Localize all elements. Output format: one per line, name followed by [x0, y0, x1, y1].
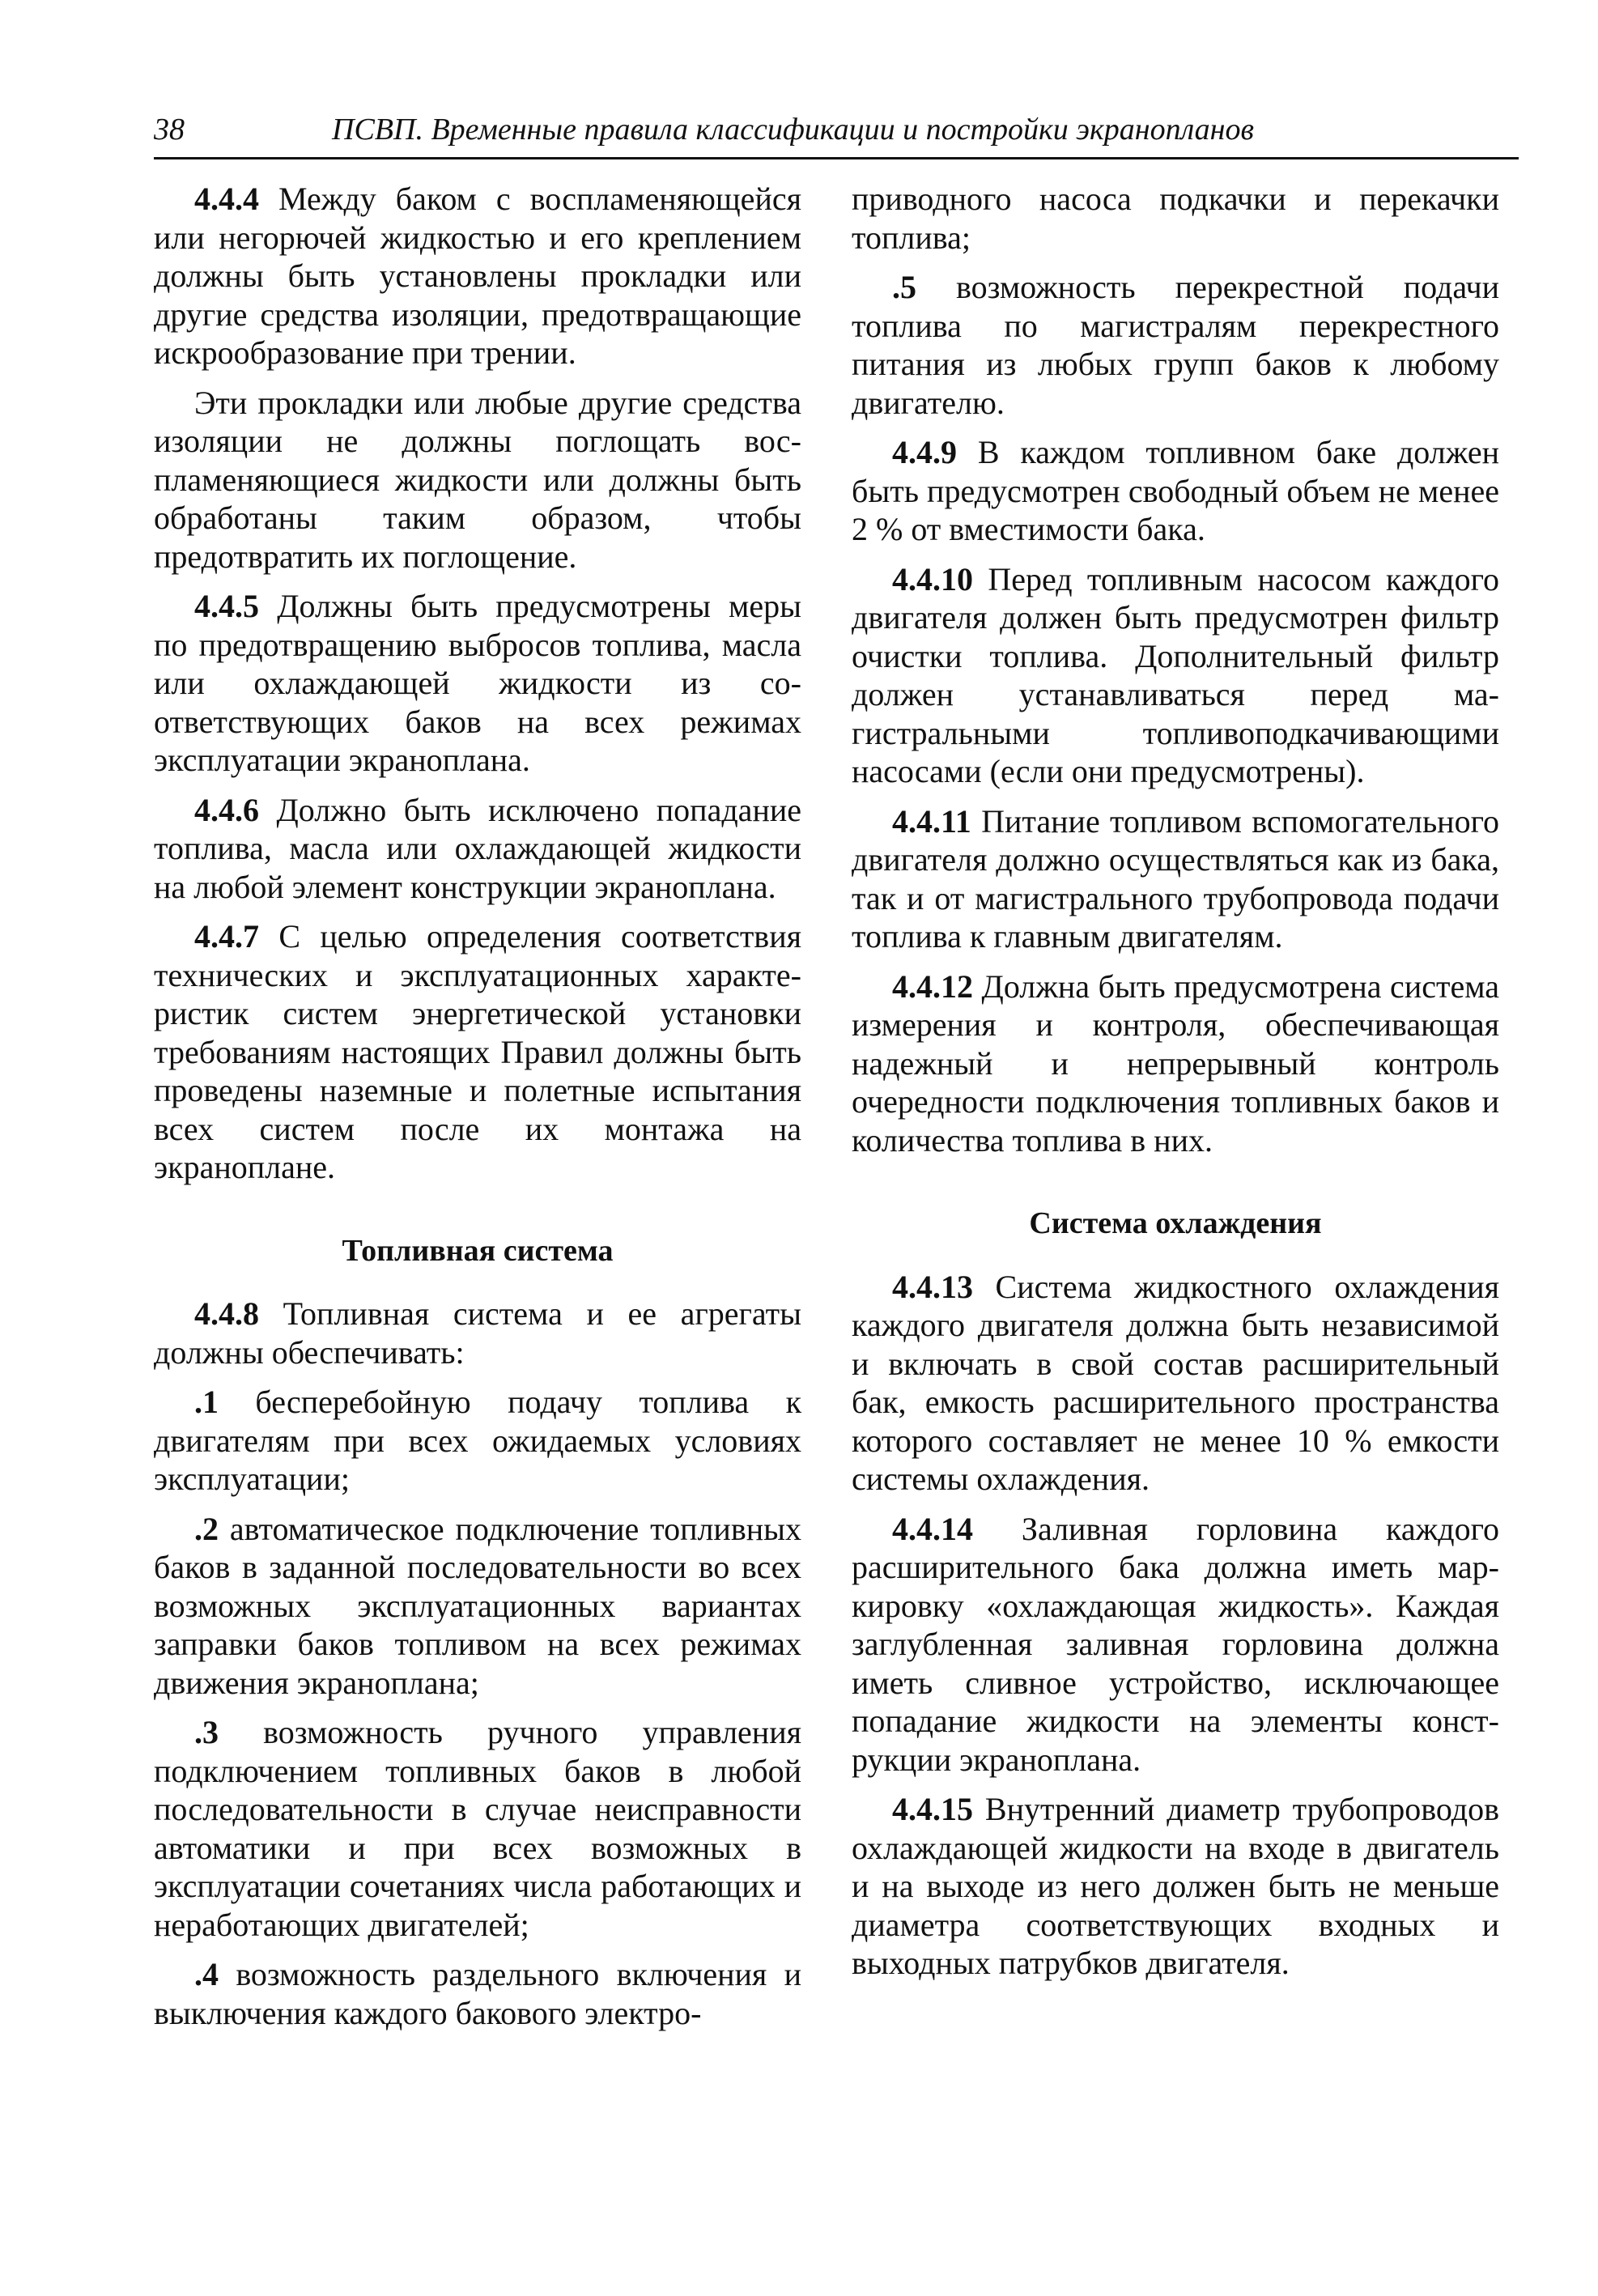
list-item-2: .2 автоматическое подключение топливных баков в заданной последовательности во всех возможных эксплуатационных вариантах заправки баков топливом на всех режимах движения экраноплана;	[154, 1510, 802, 1701]
paragraph-4-4-11: 4.4.11 Питание топливом вспомогательного двигателя должно осуществляться как из бака, так и от магистрального трубопровода подачи топлива к главным двигателям.	[852, 802, 1499, 955]
paragraph-4-4-4-cont: Эти прокладки или любые другие средства изоляции не должны поглощать воспламеняющиеся жидкости или должны быть обработаны таким образом, чтобы предотвратить их поглощение.	[154, 384, 801, 575]
paragraph-4-4-5: 4.4.5 Должны быть предусмотрены меры по предотвращению выбросов топлива, масла или охлаждающей жидкости из соответствующих баков на всех режимах эксплуатации экраноплана.	[154, 588, 801, 778]
running-title: ПСВП. Временные правила классификации и постройки экранопланов	[332, 113, 1254, 147]
paragraph-4-4-12: 4.4.12 Должна быть предусмотрена система измерения и контроля, обеспечивающая надежный и непрерывный контроль очередности подключения топливных баков и количества топлива в них.	[852, 967, 1499, 1159]
paragraph-4-4-6: 4.4.6 Должно быть исключено попадание топлива, масла или охлаждающей жидкости на любой элемент конструкции экраноплана.	[154, 791, 802, 905]
section-heading-fuel: Топливная система	[342, 1233, 614, 1268]
page-number: 38	[154, 113, 185, 147]
paragraph-4-4-7: 4.4.7 С целью определения соответствия технических и эксплуатационных характеристик систем энергетической установки требованиям настоящих Правил должны быть проведены наземные и полетные испытания всех систем после их монтажа на экраноплане.	[154, 918, 801, 1185]
paragraph-4-4-13: 4.4.13 Система жидкостного охлаждения каждого двигателя должна быть независимой и включать в свой состав расширительный бак, емкость расширительного пространства которого составляет не менее 10 % емкости системы охлаждения.	[852, 1268, 1500, 1497]
right-column	[852, 180, 1499, 1994]
paragraph-4-4-4: 4.4.4 Между баком с воспламеняющейся или негорючей жидкостью и его креплением должны быть установлены прокладки или другие средства изоляции, предотвращающие искрообразование при трении.	[154, 181, 801, 371]
page-header	[154, 112, 1519, 159]
section-heading-cooling: Система охлаждения	[1029, 1206, 1322, 1240]
paragraph-4-4-14: 4.4.14 Заливная горловина каждого расширительного бака должна иметь маркировку «охлаждающая жидкость». Каждая заглубленная заливная горловина должна иметь сливное устройство, исключающее попадание жидкости на элементы конструкции экраноплана.	[852, 1510, 1499, 1778]
paragraph-4-4-15: 4.4.15 Внутренний диаметр трубопроводов охлаждающей жидкости на входе в двигатель и на выходе из него должен быть не меньше диаметра соответствующих входных и выходных патрубков двигателя.	[852, 1791, 1500, 1981]
list-item-4: .4 возможность раздельного включения и выключения каждого бакового электро-	[154, 1956, 802, 2031]
paragraph-4-4-10: 4.4.10 Перед топливным насосом каждого двигателя должен быть предусмотрен фильтр очистки топлива. Дополнительный фильтр должен устанавливаться перед магистральными топливоподкачивающими насосами (если они предусмотрены).	[852, 560, 1499, 789]
left-column	[154, 180, 801, 2043]
list-item-5: .5 возможность перекрестной подачи топлива по магистралям перекрестного питания из любых групп баков к любому двигателю.	[852, 269, 1500, 421]
list-item-1: .1 бесперебойную подачу топлива к двигателям при всех ожидаемых условиях эксплуатации;	[154, 1384, 801, 1497]
list-item-3: .3 возможность ручного управления подключением топливных баков в любой последовательности в случае неисправности автоматики и при всех возможных в эксплуатации сочетаниях числа работающих и неработающих двигателей;	[154, 1714, 801, 1943]
list-item-4-cont: приводного насоса подкачки и перекачки топлива;	[852, 181, 1499, 256]
paragraph-4-4-8: 4.4.8 Топливная система и ее агрегаты должны обеспечивать:	[154, 1295, 801, 1371]
paragraph-4-4-9: 4.4.9 В каждом топливном баке должен быть предусмотрен свободный объем не менее 2 % от вместимости бака.	[852, 434, 1499, 547]
